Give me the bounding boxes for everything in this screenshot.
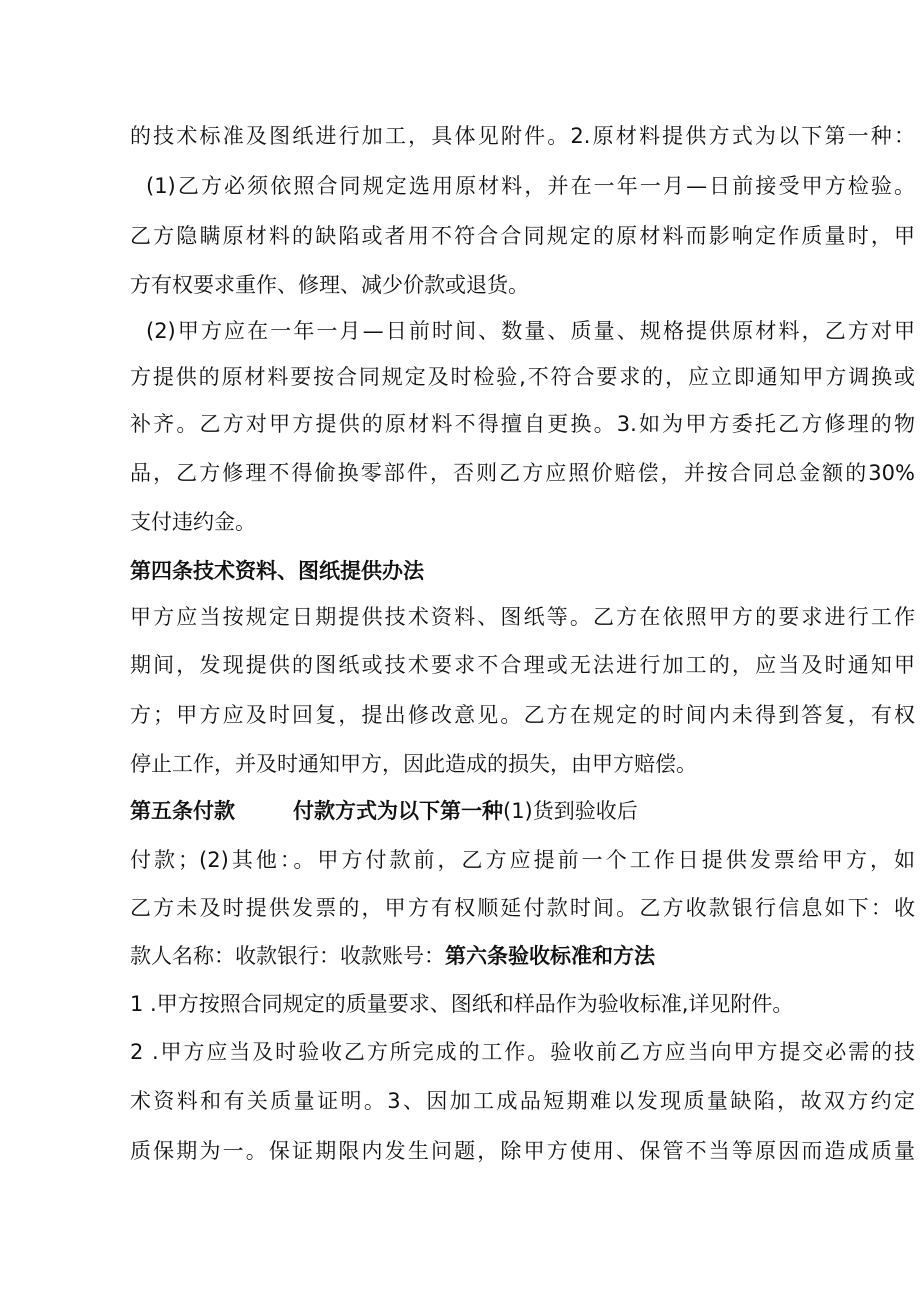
text-line: 乙方未及时提供发票的，甲方有权顺延付款时间。乙方收款银行信息如下：收	[130, 896, 915, 920]
section-heading: 第六条验收标准和方法	[445, 944, 655, 968]
text-line: 支付违约金。	[130, 510, 256, 534]
text-line	[130, 941, 655, 971]
text-span: 款人名称：收款银行：收款账号：	[130, 944, 445, 968]
text-line: 术资料和有关质量证明。3、因加工成品短期难以发现质量缺陷，故双方约定	[130, 1089, 915, 1113]
text-line: 期间，发现提供的图纸或技术要求不合理或无法进行加工的，应当及时通知甲	[130, 653, 915, 677]
text-line: 停止工作，并及时通知甲方，因此造成的损失，由甲方赔偿。	[130, 752, 697, 776]
text-line: 方有权要求重作、修理、减少价款或退货。	[130, 273, 529, 297]
text-span: (1)货到验收后	[503, 799, 638, 823]
text-line: 的技术标准及图纸进行加工，具体见附件。2.原材料提供方式为以下第一种：	[130, 124, 915, 148]
text-line: (2)甲方应在一年一月—日前时间、数量、质量、规格提供原材料，乙方对甲	[146, 319, 915, 343]
text-line: 2 .甲方应当及时验收乙方所完成的工作。验收前乙方应当向甲方提交必需的技	[130, 1040, 915, 1064]
text-line: 质保期为一。保证期限内发生问题，除甲方使用、保管不当等原因而造成质量	[130, 1139, 915, 1163]
section-heading: 第四条技术资料、图纸提供办法	[130, 559, 424, 583]
text-line: (1)乙方必须依照合同规定选用原材料，并在一年一月—日前接受甲方检验。	[146, 174, 915, 198]
text-line: 付款；(2)其他：。甲方付款前，乙方应提前一个工作日提供发票给甲方，如	[130, 848, 915, 872]
section-heading: 第五条付款	[130, 799, 235, 823]
payment-method-heading: 付款方式为以下第一种	[293, 799, 503, 823]
text-line: 甲方应当按规定日期提供技术资料、图纸等。乙方在依照甲方的要求进行工作	[130, 605, 915, 629]
text-line: 补齐。乙方对甲方提供的原材料不得擅自更换。3.如为甲方委托乙方修理的物	[130, 412, 915, 436]
text-line: 品，乙方修理不得偷换零部件，否则乙方应照价赔偿，并按合同总金额的30%	[130, 461, 915, 485]
text-line	[130, 796, 638, 826]
text-line: 乙方隐瞒原材料的缺陷或者用不符合合同规定的原材料而影响定作质量时，甲	[130, 224, 915, 248]
text-line: 1 .甲方按照合同规定的质量要求、图纸和样品作为验收标准,详见附件。	[130, 992, 794, 1016]
text-line: 方提供的原材料要按合同规定及时检验,不符合要求的，应立即通知甲方调换或	[130, 365, 915, 389]
text-line: 方；甲方应及时回复，提出修改意见。乙方在规定的时间内未得到答复，有权	[130, 703, 915, 727]
